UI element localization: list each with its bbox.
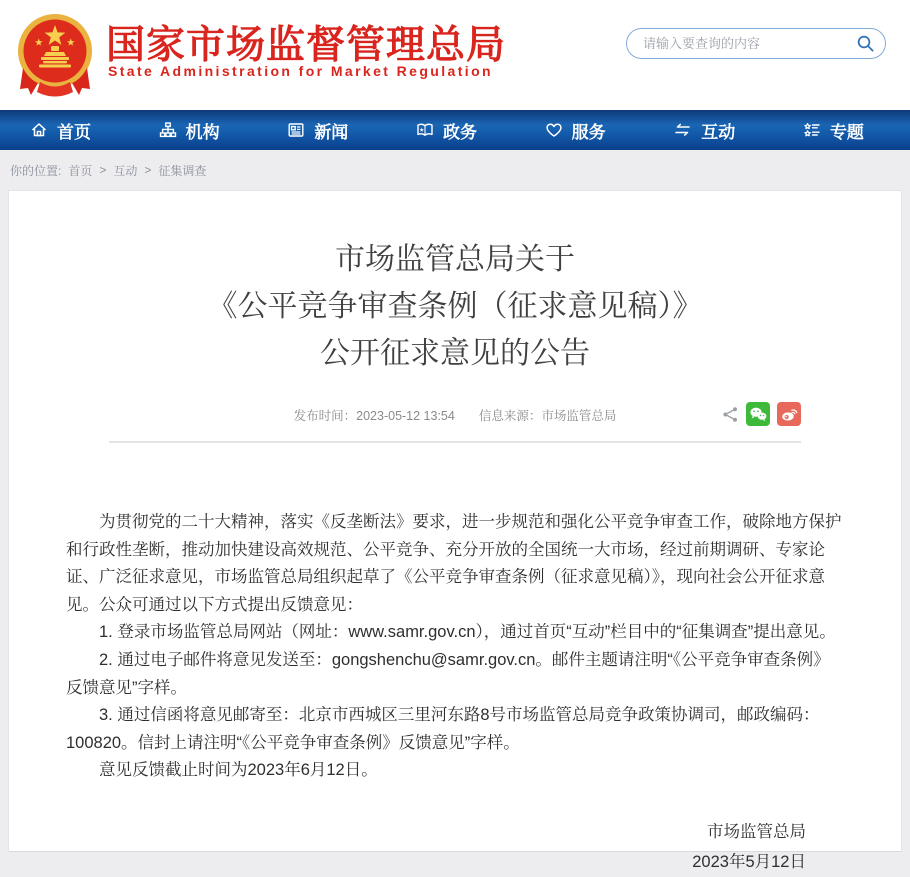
- nav-item-gov[interactable]: [416, 118, 477, 143]
- open-book-icon: [416, 121, 434, 139]
- paragraph-method-2: 2. 通过电子邮件将意见发送至：gongshenchu@samr.gov.cn。邮件主题请注明“《公平竞争审查条例》反馈意见”字样。: [66, 650, 830, 697]
- article-card: [8, 190, 902, 871]
- paragraph-intro: 为贯彻党的二十大精神，落实《反垄断法》要求，进一步规范和强化公平竞争审查工作，破除地方保护和行政性垄断，推动加快建设高效规范、公平竞争、充分开放的全国统一大市场，经过前期调研、专家论证、广泛征求意见，市场监管总局组织起草了《公平竞争审查条例（征求意见稿）》，现向社会公开征求意见。公众可通过以下方式提出反馈意见：: [66, 513, 842, 614]
- nav-item-topics[interactable]: [803, 118, 864, 143]
- source-label: 信息来源：: [478, 409, 542, 423]
- star-list-icon: [803, 121, 821, 139]
- nav-label: 专题: [829, 122, 864, 142]
- nav-item-org[interactable]: [159, 118, 220, 143]
- divider: [109, 441, 801, 443]
- nav-item-interact[interactable]: [673, 118, 735, 143]
- source-value: 市场监管总局: [541, 409, 617, 423]
- heart-icon: [545, 121, 563, 139]
- breadcrumb-prefix: 你的位置:: [10, 163, 62, 178]
- paragraph-method-3: 3. 通过信函将意见邮寄至：北京市西城区三里河东路8号市场监管总局竞争政策协调司，邮政编码：100820。信封上请注明“《公平竞争审查条例》反馈意见”字样。: [66, 706, 820, 752]
- wechat-icon[interactable]: [746, 402, 770, 426]
- article-title-line: 《公平竞争审查条例（征求意见稿）》: [207, 290, 703, 323]
- nav-label: 政务: [442, 122, 477, 142]
- nav-label: 首页: [57, 122, 91, 142]
- article-title: [49, 236, 861, 377]
- nav-label: 服务: [571, 122, 606, 142]
- org-chart-icon: [159, 121, 177, 139]
- signature-block: [9, 817, 806, 877]
- breadcrumb-survey[interactable]: 征集调查: [158, 163, 207, 178]
- publish-time: 2023-05-12 13:54: [356, 409, 455, 423]
- nav-label: 新闻: [314, 122, 349, 142]
- site-header: [0, 0, 910, 110]
- signature-name: 市场监管总局: [707, 822, 806, 841]
- signature-date: 2023年5月12日: [692, 852, 806, 871]
- search-icon[interactable]: [856, 34, 875, 53]
- article-meta-row: [109, 401, 801, 427]
- exchange-arrows-icon: [673, 121, 692, 139]
- breadcrumb: [0, 150, 910, 190]
- article-title-line: 公开征求意见的公告: [320, 337, 590, 370]
- article-meta: [109, 406, 801, 424]
- breadcrumb-interact[interactable]: 互动: [113, 163, 138, 178]
- newspaper-icon: [287, 121, 305, 139]
- nav-item-service[interactable]: [545, 118, 606, 143]
- paragraph-method-1: 1. 登录市场监管总局网站（网址：www.samr.gov.cn），通过首页“互动”栏目中的“征集调查”提出意见。: [99, 623, 836, 642]
- article-title-line: 市场监管总局关于: [335, 243, 575, 276]
- weibo-icon[interactable]: [777, 402, 801, 426]
- publish-time-label: 发布时间：: [293, 409, 357, 423]
- national-emblem-logo[interactable]: [10, 8, 100, 102]
- main-nav: [0, 110, 910, 150]
- site-subtitle: State Administration for Market Regulation: [108, 63, 493, 79]
- breadcrumb-separator: >: [144, 163, 152, 177]
- article-body: [66, 509, 844, 785]
- nav-label: 互动: [701, 122, 736, 142]
- nav-item-news[interactable]: [287, 118, 348, 143]
- breadcrumb-separator: >: [99, 163, 107, 177]
- share-group: [722, 402, 801, 426]
- search-input[interactable]: [641, 35, 856, 52]
- paragraph-deadline: 意见反馈截止时间为2023年6月12日。: [99, 761, 378, 780]
- home-icon: [30, 121, 48, 139]
- share-nodes-icon[interactable]: [722, 406, 739, 423]
- breadcrumb-home[interactable]: 首页: [68, 163, 93, 178]
- nav-item-home[interactable]: [30, 118, 91, 143]
- site-title: 国家市场监督管理总局: [106, 24, 507, 67]
- search-box: [626, 28, 886, 59]
- nav-label: 机构: [185, 122, 220, 142]
